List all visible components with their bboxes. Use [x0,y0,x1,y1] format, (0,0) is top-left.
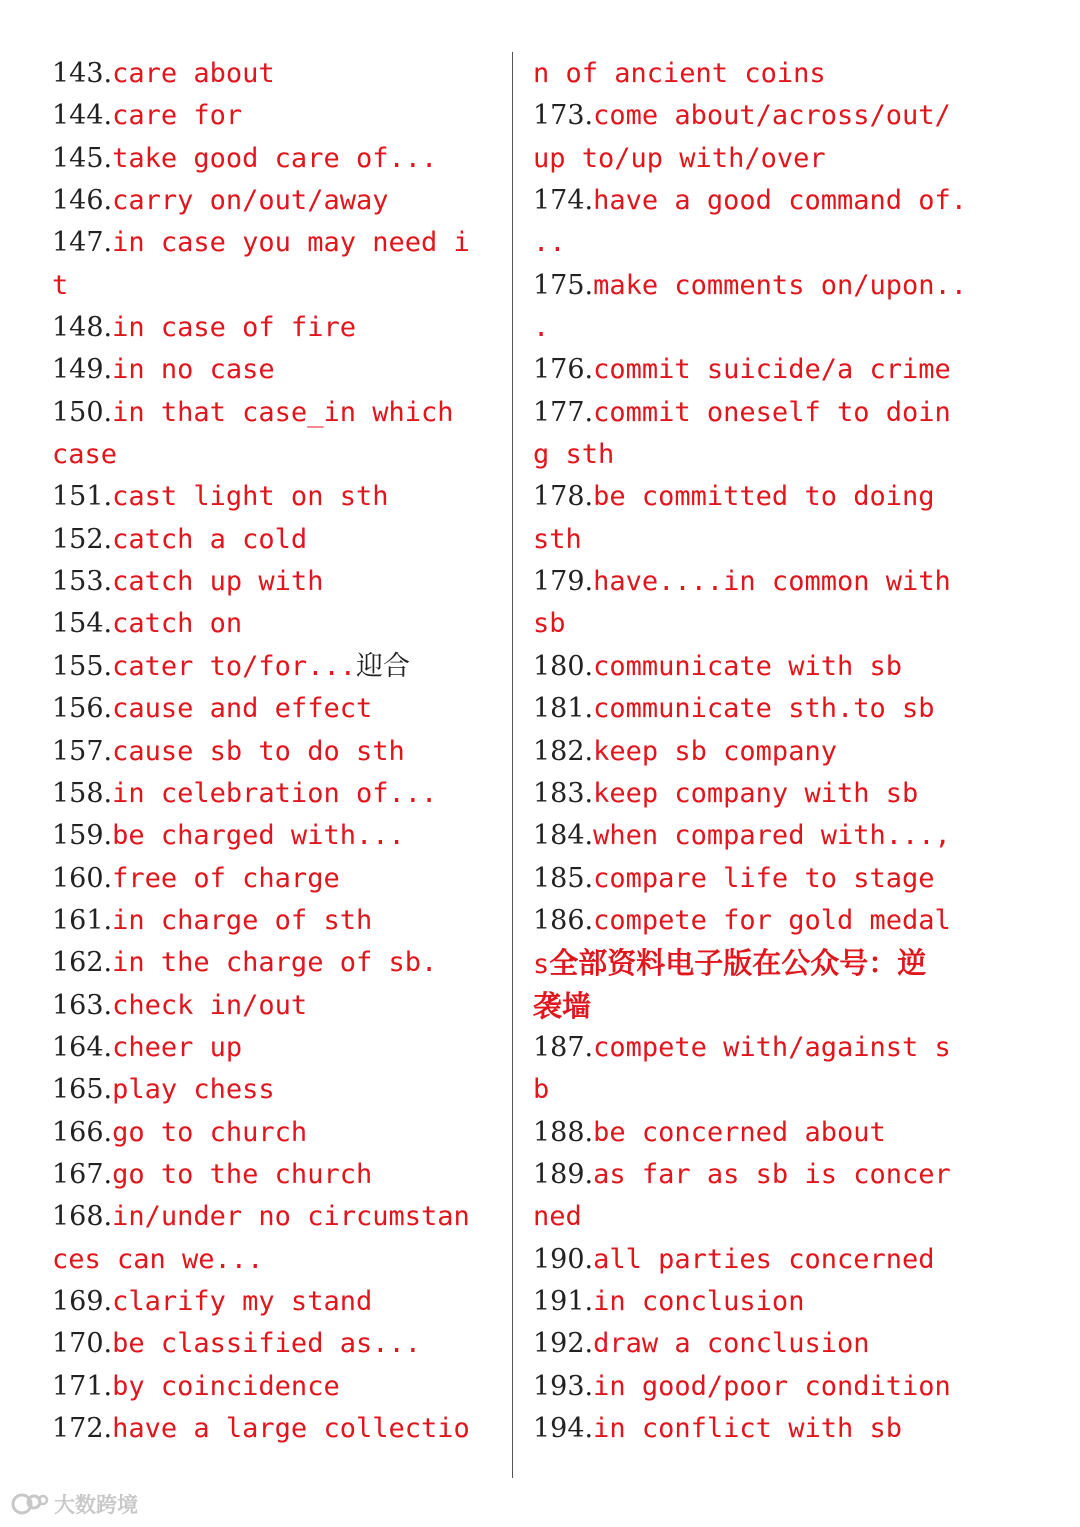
phrase-line [52,519,512,561]
phrase-number: 177. [533,396,594,428]
phrase-text: in case of fire [112,312,356,344]
phrase-text: compete with/against s [593,1031,951,1063]
phrase-text: in conclusion [593,1285,805,1317]
phrase-line [533,985,983,1027]
phrase-line [533,1112,983,1154]
phrase-text: cause and effect [112,693,373,725]
phrase-number: 153. [52,566,113,598]
phrase-number: 147. [52,227,113,259]
phrase-number: 168. [52,1201,113,1233]
phrase-number: 169. [52,1285,113,1317]
phrase-text: n of ancient coins [533,58,826,89]
phrase-line [533,519,983,561]
right-phrase-column [533,53,983,1450]
phrase-text: case [52,439,118,471]
phrase-line [533,815,983,857]
phrase-number: 174. [533,185,594,217]
phrase-number: 176. [533,354,594,386]
promo-text: 袭墙 [533,988,592,1023]
phrase-number: 166. [52,1116,113,1148]
phrase-text: clarify my stand [112,1285,373,1317]
column-divider [512,52,513,1478]
phrase-line [533,688,983,730]
phrase-text: sb [533,608,566,640]
promo-text: 全部资料电子版在公众号：逆 [549,946,927,981]
phrase-text: all parties concerned [593,1243,935,1275]
phrase-number: 193. [533,1370,594,1402]
phrase-number: 172. [52,1413,113,1444]
phrase-line [52,1239,512,1281]
phrase-text: as far as sb is concer [593,1158,951,1190]
phrase-number: 179. [533,566,594,598]
phrase-number: 181. [533,693,594,725]
phrase-number: 148. [52,312,113,344]
phrase-number: 151. [52,481,113,513]
phrase-line [52,349,512,391]
phrase-number: 146. [52,185,113,217]
phrase-number: 145. [52,142,113,174]
phrase-number: 186. [533,904,594,936]
phrase-number: 173. [533,100,594,132]
phrase-text: catch up with [112,566,324,598]
phrase-text: commit oneself to doin [593,396,951,428]
phrase-line [52,180,512,222]
phrase-text: cast light on sth [112,481,389,513]
phrase-text: compare life to stage [593,862,935,894]
phrase-text: in good/poor condition [593,1370,951,1402]
phrase-line [533,1027,983,1069]
phrase-text: . [533,312,550,344]
phrase-line [52,1408,512,1450]
phrase-line [533,1366,983,1408]
phrase-number: 150. [52,396,113,428]
phrase-line [52,1069,512,1111]
phrase-line [533,434,983,476]
phrase-number: 158. [52,777,113,809]
phrase-line [533,1154,983,1196]
phrase-number: 175. [533,269,594,301]
phrase-line [52,1027,512,1069]
phrase-line [52,53,512,95]
phrase-number: 156. [52,693,113,725]
phrase-line [52,1196,512,1238]
phrase-text: commit suicide/a crime [593,354,951,386]
phrase-text: in that case_in which [112,396,454,428]
phrase-number: 160. [52,862,113,894]
phrase-text: .. [533,227,566,259]
phrase-line [52,222,512,264]
phrase-line [52,1281,512,1323]
phrase-text: draw a conclusion [593,1328,870,1360]
phrase-line [52,138,512,180]
phrase-line [533,858,983,900]
phrase-text: in conflict with sb [593,1413,902,1444]
phrase-line [533,307,983,349]
phrase-line [533,392,983,434]
phrase-text: communicate with sb [593,650,902,682]
phrase-text: keep company with sb [593,777,919,809]
phrase-text: be committed to doing [593,481,935,513]
phrase-line [533,53,983,95]
phrase-text: go to church [112,1116,308,1148]
phrase-text: by coincidence [112,1370,340,1402]
phrase-line [52,95,512,137]
phrase-line [52,985,512,1027]
phrase-text: have....in common with [593,566,951,598]
phrase-line [52,307,512,349]
phrase-number: 191. [533,1285,594,1317]
phrase-text: sth [533,523,582,555]
phrase-text: be classified as... [112,1328,421,1360]
phrase-number: 165. [52,1074,113,1106]
phrase-line [52,1154,512,1196]
phrase-text: keep sb company [593,735,837,767]
phrase-text: free of charge [112,862,340,894]
phrase-text: be charged with... [112,820,405,852]
phrase-text: have a good command of. [593,185,967,217]
phrase-number: 178. [533,481,594,513]
phrase-line [533,476,983,518]
phrase-line [52,392,512,434]
phrase-text: in/under no circumstan [112,1201,470,1233]
phrase-line [533,900,983,942]
phrase-text: make comments on/upon.. [593,269,967,301]
phrase-text: in no case [112,354,275,386]
phrase-text: up to/up with/over [533,142,826,174]
phrase-text: go to the church [112,1158,373,1190]
phrase-text: communicate sth.to sb [593,693,935,725]
phrase-text: t [52,269,69,301]
phrase-number: 167. [52,1158,113,1190]
phrase-number: 149. [52,354,113,386]
phrase-text: ces can we... [52,1243,264,1275]
phrase-number: 152. [52,523,113,555]
phrase-number: 163. [52,989,113,1021]
phrase-line [533,180,983,222]
phrase-line [533,95,983,137]
phrase-text: compete for gold medal [593,904,951,936]
phrase-number: 192. [533,1328,594,1360]
phrase-number: 143. [52,58,113,89]
phrase-number: 164. [52,1031,113,1063]
phrase-text: cheer up [112,1031,243,1063]
phrase-line [533,561,983,603]
phrase-text: carry on/out/away [112,185,389,217]
phrase-line [52,1366,512,1408]
phrase-number: 180. [533,650,594,682]
watermark [10,1489,138,1519]
phrase-line [533,349,983,391]
phrase-line [52,688,512,730]
phrase-text: be concerned about [593,1116,886,1148]
phrase-text: cause sb to do sth [112,735,405,767]
phrase-line [533,222,983,264]
phrase-number: 154. [52,608,113,640]
phrase-line [533,265,983,307]
phrase-line [52,561,512,603]
phrase-line [533,1239,983,1281]
phrase-number: 183. [533,777,594,809]
phrase-line [533,1196,983,1238]
phrase-line [52,646,512,688]
phrase-text: in case you may need i [112,227,470,259]
phrase-line [533,773,983,815]
phrase-number: 182. [533,735,594,767]
left-phrase-column [52,53,512,1450]
phrase-number: 188. [533,1116,594,1148]
phrase-line [52,1323,512,1365]
phrase-line [52,731,512,773]
phrase-number: 155. [52,650,113,682]
phrase-line [533,1069,983,1111]
phrase-number: 157. [52,735,113,767]
phrase-line [533,1281,983,1323]
phrase-line [533,1408,983,1450]
phrase-line [533,1323,983,1365]
phrase-number: 171. [52,1370,113,1402]
phrase-number: 194. [533,1413,594,1444]
phrase-text: b [533,1074,550,1106]
phrase-number: 184. [533,820,594,852]
phrase-text: in celebration of... [112,777,438,809]
phrase-line [533,731,983,773]
phrase-number: 190. [533,1243,594,1275]
phrase-text: check in/out [112,989,308,1021]
phrase-number: 189. [533,1158,594,1190]
phrase-text: come about/across/out/ [593,100,951,132]
phrase-line [533,138,983,180]
phrase-text: g sth [533,439,615,471]
phrase-text: in the charge of sb. [112,947,438,979]
phrase-number: 159. [52,820,113,852]
phrase-text: play chess [112,1074,275,1106]
phrase-number: 162. [52,947,113,979]
phrase-line [52,603,512,645]
phrase-note: 迎合 [355,650,410,682]
phrase-line [52,858,512,900]
phrase-text: care about [112,58,275,89]
phrase-text: in charge of sth [112,904,373,936]
phrase-line [52,476,512,518]
phrase-number: 161. [52,904,113,936]
phrase-text: s [533,949,550,981]
phrase-number: 185. [533,862,594,894]
phrase-text: cater to/for... [112,650,356,682]
phrase-line [52,1112,512,1154]
watermark-text: 大数跨境 [54,1493,138,1517]
phrase-line [52,942,512,984]
phrase-text: catch on [112,608,243,640]
phrase-line [533,603,983,645]
phrase-line [52,815,512,857]
phrase-text: when compared with..., [593,820,951,852]
phrase-line [52,773,512,815]
phrase-number: 170. [52,1328,113,1360]
phrase-line [533,942,983,984]
logo-icon [10,1492,50,1516]
phrase-line [52,900,512,942]
phrase-text: ned [533,1201,582,1233]
phrase-text: take good care of... [112,142,438,174]
phrase-number: 144. [52,100,113,132]
phrase-text: have a large collectio [112,1413,470,1444]
phrase-line [533,646,983,688]
phrase-line [52,434,512,476]
phrase-number: 187. [533,1031,594,1063]
phrase-text: care for [112,100,243,132]
phrase-line [52,265,512,307]
phrase-text: catch a cold [112,523,308,555]
